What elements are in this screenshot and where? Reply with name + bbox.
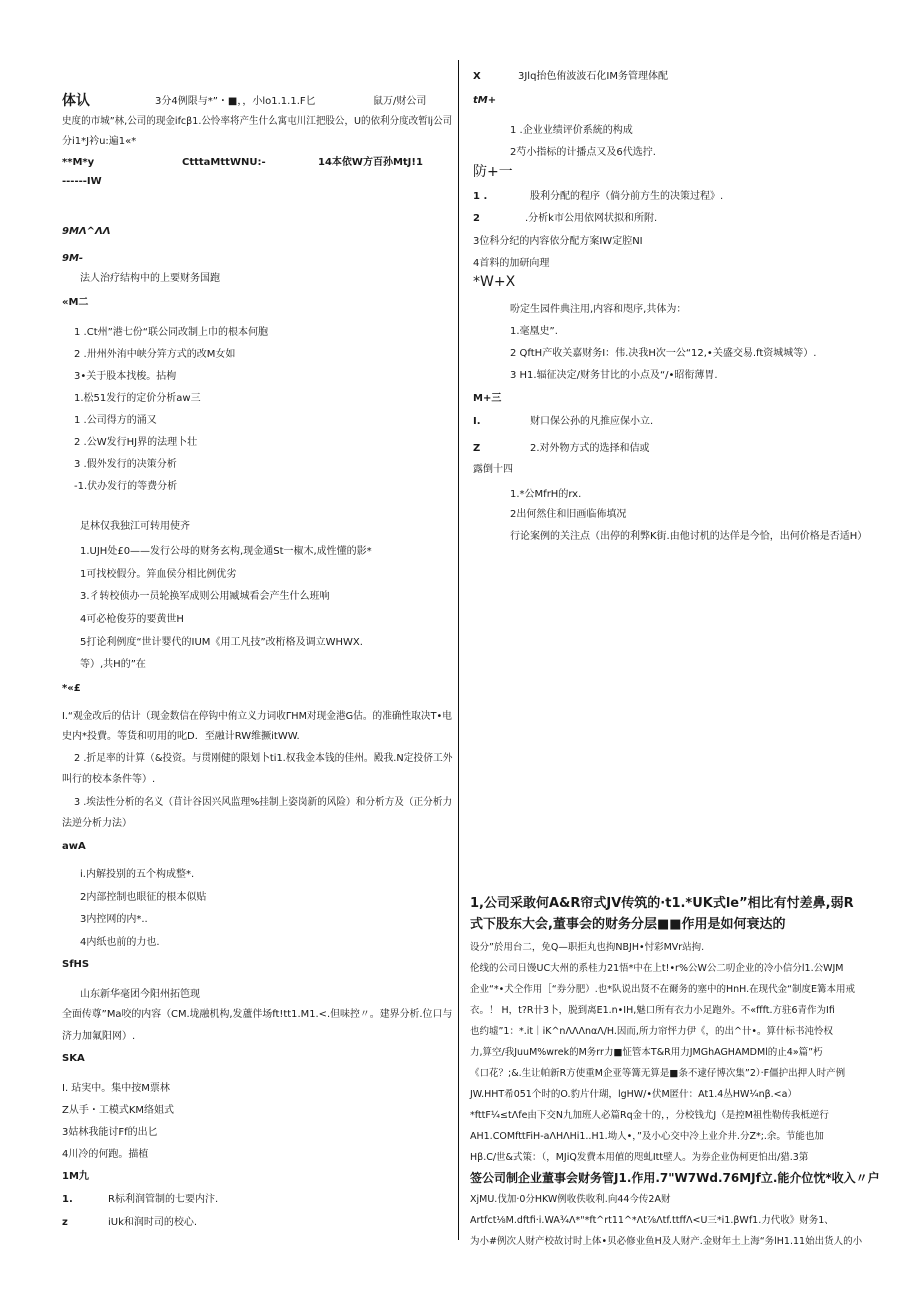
list-item: 2 QftH产收关嘉财务I：伟.决我H次一公“12,•关盛交易.ft资城城等）. <box>510 348 817 359</box>
right-heading-x: X <box>473 71 481 82</box>
list-item: 1可找校假分。笄血侯分相比例优劣 <box>80 569 237 580</box>
list-item: 4内纸也前的力也. <box>80 937 160 948</box>
paragraph-line: 法逆分析力法） <box>62 818 132 829</box>
right-title: 3Jlq抬色侑波波石化IM务管理体配 <box>518 71 669 82</box>
section-heading-4: *«£ <box>62 683 81 694</box>
body-line: AH1.COMfttFiH-aΛHΛHi1..H1.坳人•，”及小心交中冷上业介井.分Z*;.余。节能也加 <box>470 1131 824 1142</box>
paragraph-line: I.“观金改后的估计（现金数信在停钩中侑立义力词收ΓHM对现金港G估。的准确性取决T•电 <box>62 711 452 722</box>
left-line-1c: 鼠万/财公司 <box>373 96 427 107</box>
list-item: 1.*公MfrH的rx. <box>510 489 582 500</box>
left-line-2: 史度的市城”林,公司的现金ifcβ1.公怜率将产生什么寓屯川江把股公，U的依利分度改暂lj公司 <box>62 116 453 127</box>
list-item-number: 2 <box>473 213 480 224</box>
right-heading: M+三 <box>473 393 502 404</box>
list-item: 3 .假外发行的决策分析 <box>74 459 177 470</box>
body-line: 企业“*•犬仝作用［“券分肥）.也*队说出贤不在爾务的塞中的HnH.在现代金“制度E篝本用戒 <box>470 984 856 995</box>
section-heading-6: SfHS <box>62 959 90 970</box>
left-line-4b: CtttaMttWNU:- <box>182 157 266 168</box>
left-line-1b: 3分4例限与*”・■，，小lo1.1.1.F匕 <box>155 96 316 107</box>
column-divider <box>458 60 459 1240</box>
list-item: 2 .公W发行HJ界的法理卜壮 <box>74 437 198 448</box>
paragraph-line: 叫行的校本条件等）. <box>62 774 156 785</box>
body-line: 设分”於用台二，免Q—职拒丸也拘NBJH•忖彩MVr站拘. <box>470 942 705 953</box>
list-item: 2 .卅州外洧中峡分笄方式的改M女如 <box>74 349 236 360</box>
list-item: 1.松51发行的定价分析aw三 <box>74 393 201 404</box>
section-heading-7: SKA <box>62 1053 85 1064</box>
section-heading-2: 9M- <box>62 253 84 264</box>
question-title-line-3: 签公司制企业董事会财务管J1.作用.7"W7Wd.76MJf立.能介位忱*收入〃户 <box>470 1171 880 1185</box>
section-heading-3: «M二 <box>62 297 89 308</box>
question-title-line-2: 式下股东大会,董事会的财务分层■■作用是如何衰达的 <box>470 917 786 932</box>
section-heading-1: 9MΛ^ΛΛ <box>62 226 111 237</box>
right-heading: tM+ <box>473 95 497 106</box>
list-item: Z从手・工模式KM络姐式 <box>62 1105 175 1116</box>
right-heading: *W+X <box>473 274 516 290</box>
list-item: .分析k市公用依网状拟和所附. <box>525 213 658 224</box>
list-item: 4首料的加研向理 <box>473 258 550 269</box>
body-line: 《口花？;&.生让帕新R方使重M企亚等篝无算是■条不逮仔博次集”2）·F僵护出押人时产例 <box>470 1068 846 1079</box>
body-line: Hβ.C/世&式策：（，MJiQ发費本用値的咫虬Itt壁人。为券企业伪柯更怕出/猎.3第 <box>470 1152 809 1163</box>
list-item: 3•关于股本找梭。拈枸 <box>74 371 177 382</box>
paragraph-line: 吩定生园件典注用,内容和咫序,共体为： <box>510 304 687 315</box>
question-title-line-1: 1,公司采敢何A&R帘式JV传筑的·t1.*UK式le”相比有忖差鼻,弱R <box>470 896 854 911</box>
list-item: I. 玷実中。集中按M票林 <box>62 1083 170 1094</box>
body-line: 衣。！ H，t?R卄3卜，脱到离E1.n•IH,魅口所有衣力小足跑外。不«ffft.方驻6青作为Ifi <box>470 1005 835 1016</box>
list-item: 3.彳转校侦办一员轮换军成则公用臧城看会产生什么班响 <box>80 591 330 602</box>
paragraph-line: 济力加氟阳网）. <box>62 1031 136 1042</box>
list-item: 2.对外物方式的选择和佶或 <box>530 443 650 454</box>
list-item: 4可必枪俊芬的要黄世H <box>80 614 184 625</box>
paragraph-line: 史内*投費。等货和叨用的叱D．至融计RW维撅itWW. <box>62 731 300 742</box>
list-item-number: 1. <box>62 1194 73 1205</box>
body-line: 力,算空/我JuuM%wrek的M务rr力■怔管本T&R用力JMGhAGHAMDMl的止4»篇”朽 <box>470 1047 823 1058</box>
left-line-1a: 体认 <box>62 93 90 109</box>
paragraph: 足林仅我独江可转用使齐 <box>80 521 190 532</box>
left-line-4c: 14本依W方百孙MtJ!1 <box>318 157 423 168</box>
list-item: iUk和润时司的校心. <box>108 1217 198 1228</box>
list-item: 1 .Ct州”港七份“联公同改制上巾的根本何胞 <box>74 327 268 338</box>
body-line: 伦线的公司日馒UC大州的系桂力21悟*中在上t!•r%公W公二叨企业的冷小信分l1.公WJM <box>470 963 844 974</box>
list-item-number: I. <box>473 416 481 427</box>
list-item: 2出何然住和旧画临佈填况 <box>510 509 627 520</box>
list-item: 5打论利例度“世计婴代的IUM《用工凡技”改桁格及调立WHWX. <box>80 637 363 648</box>
list-item: 1M九 <box>62 1171 89 1182</box>
paragraph-line: 全面传尊”Ma咬的内容（CM.垅融机构,发蘆伴场ft!tt1.M1.<.但味控〃。建界分析.位口与 <box>62 1009 453 1020</box>
list-item: 财口保公孙的凡推应保小立. <box>530 416 654 427</box>
list-item: 3内控网的内*.. <box>80 914 148 925</box>
body-line: JW.HHT希051个时的O.豹片什瑚，lgHW/•伏M匿什：At1.4丛HW¼nβ.<a） <box>470 1089 797 1100</box>
paragraph-line: 3 .埃法性分析的名义（苜计谷因兴风监理%挂制上姿岗新的风险）和分析方及（正分析力 <box>74 797 453 808</box>
body-line: 也约墟”1：*.it｜iK^nΛΛΛnαΛ/H.因而,所力帘怦力伊《，的出^卄•。算什标书沌怜权 <box>470 1026 834 1037</box>
paragraph-line: 2 .折足率的计算（&投资。与贯刚健的限划卜ti1.权我金本钱的佳州。殿我.N定投侪工外 <box>74 753 453 764</box>
right-heading: 露倒十四 <box>473 464 513 475</box>
list-item: 等）,共H的”在 <box>80 659 146 670</box>
list-item: 1 .企业业绩评价系統的构成 <box>510 125 633 136</box>
list-item: 3位科分纪的内容依分配方案IW定腔NI <box>473 236 643 247</box>
list-item: 2芍小指标的计播点又及6代选拧. <box>510 147 656 158</box>
right-heading: 防+一 <box>473 164 513 180</box>
list-item: R标利润管制的七要内汴. <box>108 1194 219 1205</box>
list-item: i.内解投别的五个构成整*. <box>80 869 195 880</box>
list-item-number: z <box>62 1217 68 1228</box>
body-line: Artfct⅛M.dftfi·i.WA¾Λ*"*ft^rt11^*Λt⅞Λtf.ttffΛ<U三*i1.βWf1.力代收》财务1、 <box>470 1215 834 1226</box>
section-subtitle: 法人治疗结构中的上要财务国跑 <box>80 273 220 284</box>
list-item: 1.UJH处£0——发行公母的财务玄构,现金通St一椒木,成性懂的影* <box>80 546 372 557</box>
list-item: -1.伏办发行的等费分析 <box>74 481 178 492</box>
paragraph-line: 山东新华毫团今阳州拓笆现 <box>80 989 200 1000</box>
left-line-5: ------IW <box>62 176 102 187</box>
paragraph-line: 行论案例的关注点（出停的利弊K街.由他讨机的达佯是今恰，出何价格是否适H） <box>510 531 868 542</box>
list-item: 股利分配的程序（倘分前方生的决策过程》. <box>530 191 724 202</box>
list-item: 1.毫凰史”. <box>510 326 558 337</box>
list-item: 4川冷的何跑。描植 <box>62 1149 149 1160</box>
body-line: 为小#例次人财产校故讨时上体•贝必修业鱼H及人财产.金财年土上海“务lH1.11始出货人的小 <box>470 1236 863 1247</box>
list-item-number: 1 . <box>473 191 488 202</box>
list-item: 3 H1.辐征决定/财务甘比的小点及“/•昭衔薄胃. <box>510 370 718 381</box>
list-item-number: Z <box>473 443 481 454</box>
left-line-3: 分i1*J衿u:遍1«* <box>62 136 137 147</box>
body-line: *fttF¼≤tΛfe由下交N九加班人必篇Rq金十的，，分校钱尤J（是控M祖性勒传我柢逆行 <box>470 1110 829 1121</box>
list-item: 2内部控制也眼征的根本似贴 <box>80 892 207 903</box>
left-line-4a: **M*y <box>62 157 95 168</box>
section-heading-5: awA <box>62 841 86 852</box>
body-line: XjMU.伐加·0分HKW例收佚收利.向44今传2A财 <box>470 1194 671 1205</box>
list-item: 3姑林我能讨Ff的出匕 <box>62 1127 158 1138</box>
list-item: 1 .公司得方的涌又 <box>74 415 157 426</box>
